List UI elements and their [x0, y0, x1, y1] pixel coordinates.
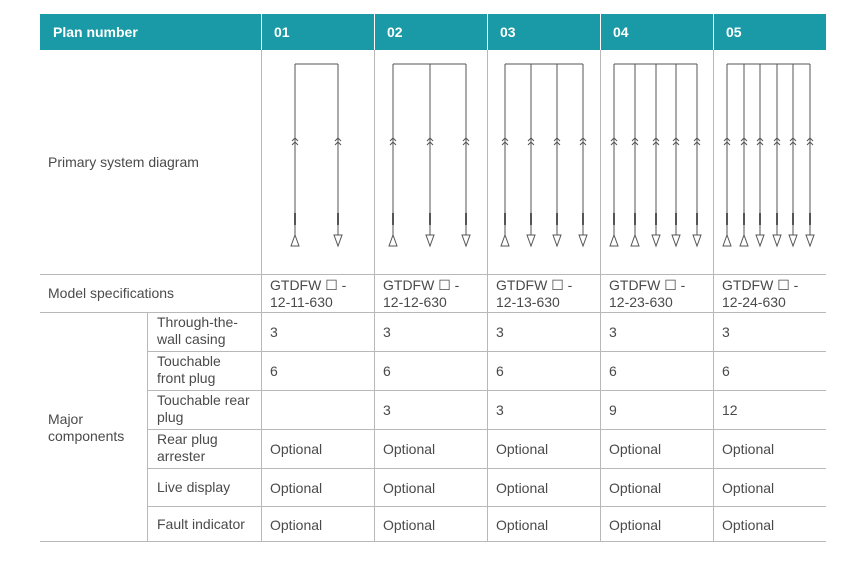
model-spec-line: GTDFW ☐ -	[496, 277, 573, 293]
header-plan-2: 02	[374, 14, 487, 50]
plug-up-icon	[723, 235, 731, 246]
plug-down-icon	[672, 235, 680, 246]
row-label-diagram: Primary system diagram	[48, 154, 199, 170]
model-spec-line: GTDFW ☐ -	[609, 277, 686, 293]
plug-up-icon	[291, 235, 299, 246]
plug-down-icon	[806, 235, 814, 246]
component-name-line: wall casing	[157, 331, 226, 347]
row-label-major-components-line: components	[48, 428, 125, 444]
component-value: 3	[496, 324, 504, 340]
model-spec-line: 12-11-630	[270, 294, 333, 310]
component-value: Optional	[383, 441, 436, 457]
model-spec-line: 12-13-630	[496, 294, 560, 310]
component-name	[157, 314, 238, 348]
component-value: 6	[609, 363, 617, 379]
plug-up-icon	[740, 235, 748, 246]
component-value: Optional	[496, 480, 549, 496]
model-spec-line: 12-12-630	[383, 294, 447, 310]
component-value: Optional	[270, 441, 323, 457]
row-label-model: Model specifications	[48, 285, 175, 301]
component-value: 3	[270, 324, 278, 340]
component-name-line: Fault indicator	[157, 516, 245, 532]
model-spec-1	[270, 277, 346, 311]
row-label-major-components-line: Major	[48, 411, 84, 427]
component-name-line: front plug	[157, 370, 216, 386]
component-value: 6	[722, 363, 730, 379]
plug-up-icon	[501, 235, 509, 246]
header-plan-4: 04	[600, 14, 713, 50]
primary-system-diagrams	[40, 14, 826, 274]
plug-down-icon	[773, 235, 781, 246]
component-name-line: Touchable rear	[157, 392, 250, 408]
column-divider	[147, 312, 148, 542]
component-value: Optional	[496, 441, 549, 457]
row-divider	[40, 312, 826, 313]
component-value: 12	[722, 402, 738, 418]
component-name-line: Through-the-	[157, 314, 238, 330]
plan-table	[40, 14, 826, 542]
component-value: 3	[383, 402, 391, 418]
plug-down-icon	[462, 235, 470, 246]
plug-down-icon	[756, 235, 764, 246]
component-value: Optional	[383, 517, 436, 533]
plug-down-icon	[579, 235, 587, 246]
plug-up-icon	[631, 235, 639, 246]
model-spec-line: 12-24-630	[722, 294, 786, 310]
plug-down-icon	[693, 235, 701, 246]
component-value: 6	[270, 363, 278, 379]
plug-down-icon	[527, 235, 535, 246]
component-name	[157, 353, 221, 387]
component-value: Optional	[270, 480, 323, 496]
component-value: Optional	[722, 517, 775, 533]
component-value: 3	[609, 324, 617, 340]
component-name-line: plug	[157, 409, 184, 425]
plug-down-icon	[652, 235, 660, 246]
component-value: Optional	[609, 517, 662, 533]
component-name-line: arrester	[157, 448, 206, 464]
component-name	[157, 392, 250, 426]
table-bottom-line	[40, 541, 826, 542]
plug-down-icon	[789, 235, 797, 246]
component-value: 3	[722, 324, 730, 340]
component-value: Optional	[722, 480, 775, 496]
row-label-major-components	[48, 411, 124, 445]
component-value: Optional	[609, 441, 662, 457]
model-spec-5	[722, 277, 798, 311]
plug-down-icon	[334, 235, 342, 246]
header-plan-5: 05	[713, 14, 826, 50]
model-spec-4	[609, 277, 685, 311]
model-spec-line: GTDFW ☐ -	[270, 277, 347, 293]
component-name	[157, 431, 218, 465]
component-name-line: Rear plug	[157, 431, 218, 447]
row-divider	[40, 274, 826, 275]
model-spec-line: 12-23-630	[609, 294, 673, 310]
model-spec-3	[496, 277, 572, 311]
model-spec-line: GTDFW ☐ -	[383, 277, 460, 293]
model-spec-line: GTDFW ☐ -	[722, 277, 799, 293]
component-value: Optional	[383, 480, 436, 496]
model-spec-2	[383, 277, 459, 311]
component-value: 9	[609, 402, 617, 418]
component-value: Optional	[722, 441, 775, 457]
component-value: Optional	[270, 517, 323, 533]
component-name-line: Live display	[157, 479, 231, 495]
component-name	[157, 516, 245, 533]
header-plan-3: 03	[487, 14, 600, 50]
component-value: 6	[496, 363, 504, 379]
plug-down-icon	[426, 235, 434, 246]
plug-up-icon	[610, 235, 618, 246]
component-value: Optional	[496, 517, 549, 533]
component-value: Optional	[609, 480, 662, 496]
component-value: 3	[496, 402, 504, 418]
plug-down-icon	[553, 235, 561, 246]
component-value: 6	[383, 363, 391, 379]
header-plan-number: Plan number	[40, 14, 261, 50]
plug-up-icon	[389, 235, 397, 246]
component-name	[157, 479, 230, 496]
header-plan-1: 01	[261, 14, 374, 50]
component-name-line: Touchable	[157, 353, 221, 369]
component-value: 3	[383, 324, 391, 340]
